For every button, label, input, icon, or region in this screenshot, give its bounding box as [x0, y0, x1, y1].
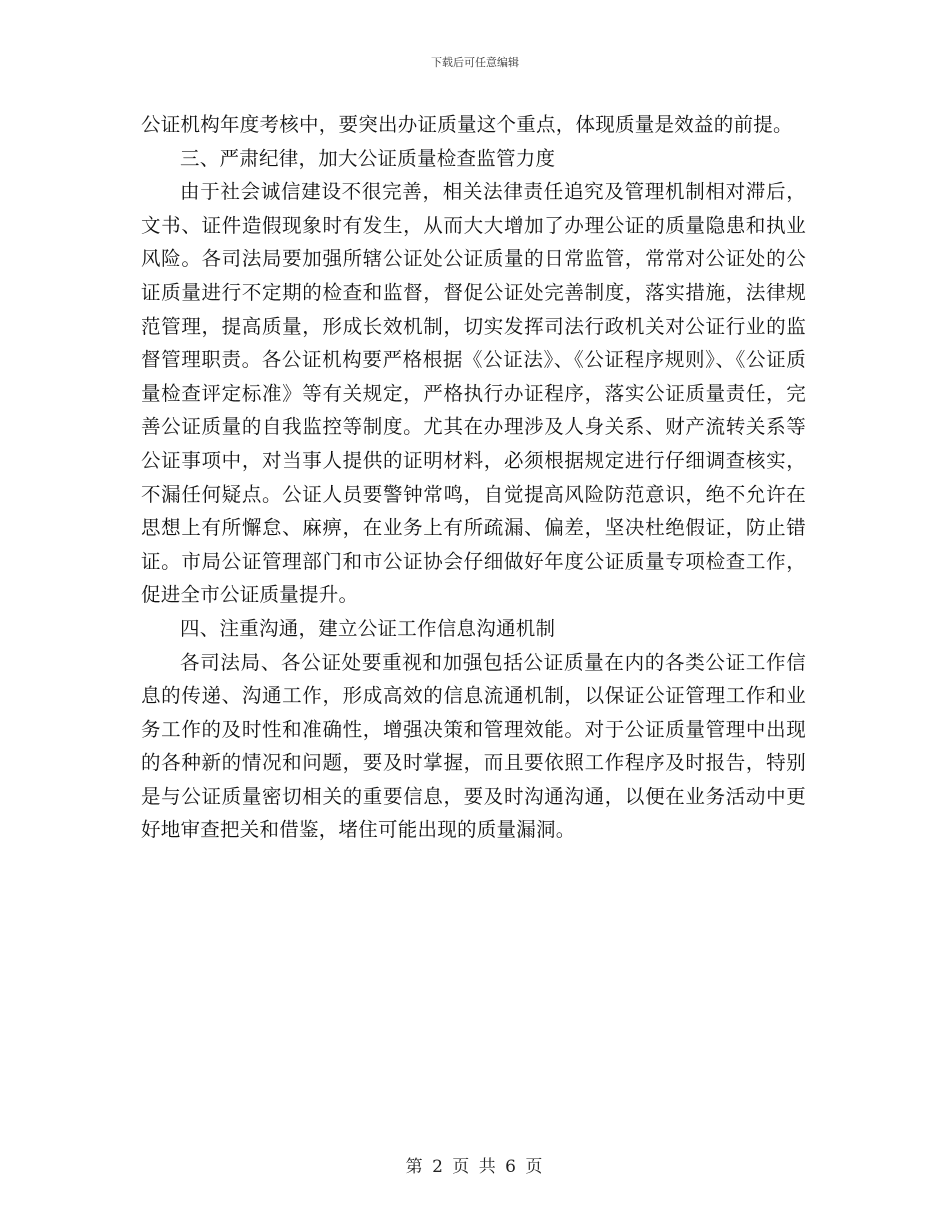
paragraph-continuation: 公证机构年度考核中，要突出办证质量这个重点，体现质量是效益的前提。 — [141, 113, 793, 136]
page-header-note: 下载后可任意编辑 — [431, 56, 519, 69]
paragraph-section-3: 由于社会诚信建设不很完善，相关法律责任追究及管理机制相对滞后，文书、证件造假现象时有发生，从而大大增加了办理公证的质量隐患和执业风险。各司法局要加强所辖公证处公证质量的日常监管，常常对公证处的公证质量进行不定期的检查和监督，督促公证处完善制度，落实措施，法律规范管理，提高质量，形成长效机制，切实发挥司法行政机关对公证行业的监督管理职责。各公证机构要严格根据《公证法》、《公证程序规则》、《公证质量检查评定标准》等有关规定，严格执行办证程序，落实公证质量责任，完善公证质量的自我监控等制度。尤其在办理涉及人身关系、财产流转关系等公证事项中，对当事人提供的证明材料，必须根据规定进行仔细调查核实，不漏任何疑点。公证人员要警钟常鸣，自觉提高风险防范意识，绝不允许在思想上有所懈怠、麻痹，在业务上有所疏漏、偏差，坚决杜绝假证，防止错证。市局公证管理部门和市公证协会仔细做好年度公证质量专项检查工作，促进全市公证质量提升。 — [141, 180, 806, 607]
document-body — [141, 108, 806, 847]
paragraph-section-4: 各司法局、各公证处要重视和加强包括公证质量在内的各类公证工作信息的传递、沟通工作，形成高效的信息流通机制，以保证公证管理工作和业务工作的及时性和准确性，增强决策和管理效能。对于公证质量管理中出现的各种新的情况和问题，要及时掌握，而且要依照工作程序及时报告，特别是与公证质量密切相关的重要信息，要及时沟通沟通，以便在业务活动中更好地审查把关和借鉴，堵住可能出现的质量漏洞。 — [141, 650, 806, 842]
page-number-footer: 第 2 页 共 6 页 — [405, 1157, 545, 1177]
section-heading-3: 三、严肃纪律，加大公证质量检查监管力度 — [180, 146, 556, 170]
section-heading-4: 四、注重沟通，建立公证工作信息沟通机制 — [180, 616, 556, 640]
